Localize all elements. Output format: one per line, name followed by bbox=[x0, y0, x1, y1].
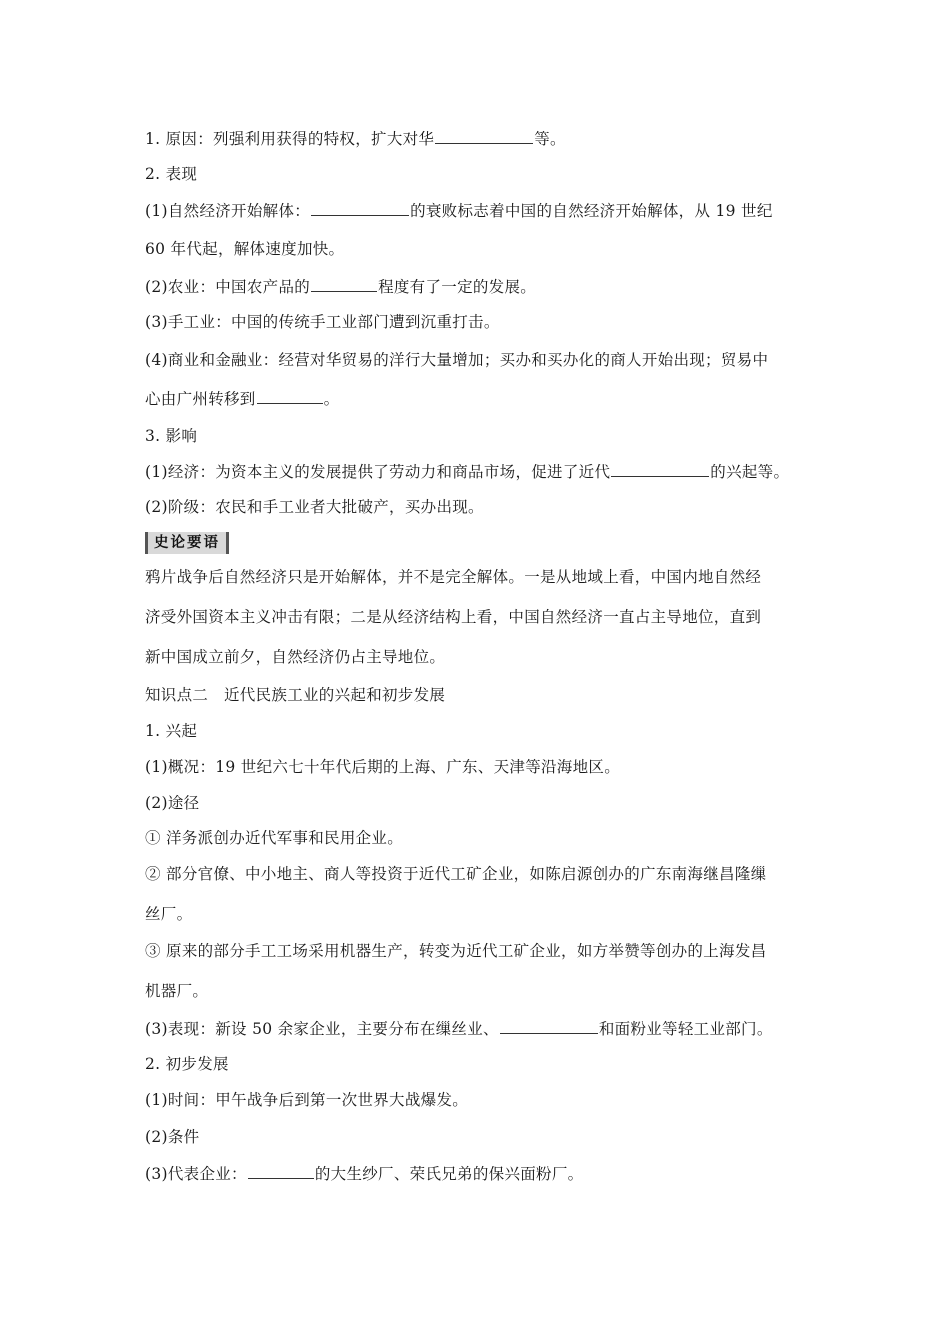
commerce-cont-text: 心由广州转移到 bbox=[145, 390, 256, 408]
cause-text: 1. 原因：列强利用获得的特权，扩大对华 bbox=[145, 130, 435, 148]
performance-line bbox=[145, 1018, 773, 1039]
path-item-3: ③ 原来的部分手工工场采用机器生产，转变为近代工矿企业，如方举赞等创办的上海发昌 bbox=[145, 942, 767, 960]
natural-economy-text: (1)自然经济开始解体： bbox=[145, 202, 311, 220]
path-title: (2)途径 bbox=[145, 794, 200, 812]
rise-title: 1. 兴起 bbox=[145, 722, 198, 740]
performance-text-end: 和面粉业等轻工业部门。 bbox=[598, 1020, 773, 1038]
path-item-1: ① 洋务派创办近代军事和民用企业。 bbox=[145, 829, 404, 847]
cause-text-end: 等。 bbox=[534, 130, 566, 148]
fill-blank bbox=[311, 200, 409, 216]
fill-blank bbox=[500, 1018, 598, 1034]
fill-blank bbox=[611, 461, 709, 477]
natural-economy-cont: 60 年代起，解体速度加快。 bbox=[145, 240, 345, 258]
cause-line bbox=[145, 128, 566, 149]
path-item-2-cont: 丝厂。 bbox=[145, 905, 193, 923]
tag-bar-right bbox=[226, 532, 229, 554]
path-item-3-cont: 机器厂。 bbox=[145, 982, 209, 1000]
shilun-tag bbox=[145, 532, 229, 554]
commerce-line: (4)商业和金融业：经营对华贸易的洋行大量增加；买办和买办化的商人开始出现；贸易中 bbox=[145, 351, 769, 369]
fill-blank bbox=[435, 128, 533, 144]
performance-text: (3)表现：新设 50 余家企业，主要分布在缫丝业、 bbox=[145, 1020, 499, 1038]
shilun-line-3: 新中国成立前夕，自然经济仍占主导地位。 bbox=[145, 648, 446, 666]
commerce-cont-line bbox=[145, 388, 339, 409]
commerce-cont-text-end: 。 bbox=[323, 390, 340, 408]
development-title: 2. 初步发展 bbox=[145, 1055, 229, 1073]
handicraft-line: (3)手工业：中国的传统手工业部门遭到沉重打击。 bbox=[145, 313, 500, 331]
economy-impact-text-end: 的兴起等。 bbox=[710, 463, 790, 481]
overview-line: (1)概况：19 世纪六七十年代后期的上海、广东、天津等沿海地区。 bbox=[145, 758, 621, 776]
shilun-tag-label: 史论要语 bbox=[148, 532, 226, 554]
representative-line bbox=[145, 1163, 583, 1184]
economy-impact-text: (1)经济：为资本主义的发展提供了劳动力和商品市场，促进了近代 bbox=[145, 463, 611, 481]
time-line: (1)时间：甲午战争后到第一次世界大战爆发。 bbox=[145, 1091, 469, 1109]
agriculture-text: (2)农业：中国农产品的 bbox=[145, 278, 311, 296]
fill-blank bbox=[311, 276, 377, 292]
fill-blank bbox=[257, 388, 323, 404]
knowledge-point-heading: 知识点二 近代民族工业的兴起和初步发展 bbox=[145, 686, 446, 704]
class-impact-line: (2)阶级：农民和手工业者大批破产，买办出现。 bbox=[145, 498, 484, 516]
manifest-title: 2. 表现 bbox=[145, 165, 198, 183]
shilun-line-1: 鸦片战争后自然经济只是开始解体，并不是完全解体。一是从地域上看，中国内地自然经 bbox=[145, 568, 762, 586]
natural-economy-text-end: 的衰败标志着中国的自然经济开始解体，从 19 世纪 bbox=[410, 202, 773, 220]
natural-economy-line bbox=[145, 200, 773, 221]
agriculture-text-end: 程度有了一定的发展。 bbox=[378, 278, 537, 296]
path-item-2: ② 部分官僚、中小地主、商人等投资于近代工矿企业，如陈启源创办的广东南海继昌隆缫 bbox=[145, 865, 767, 883]
representative-text: (3)代表企业： bbox=[145, 1165, 247, 1183]
fill-blank bbox=[248, 1163, 314, 1179]
impact-title: 3. 影响 bbox=[145, 427, 198, 445]
shilun-line-2: 济受外国资本主义冲击有限；二是从经济结构上看，中国自然经济一直占主导地位，直到 bbox=[145, 608, 762, 626]
agriculture-line bbox=[145, 276, 536, 297]
economy-impact-line bbox=[145, 461, 789, 482]
representative-text-end: 的大生纱厂、荣氏兄弟的保兴面粉厂。 bbox=[314, 1165, 584, 1183]
condition-line: (2)条件 bbox=[145, 1128, 200, 1146]
